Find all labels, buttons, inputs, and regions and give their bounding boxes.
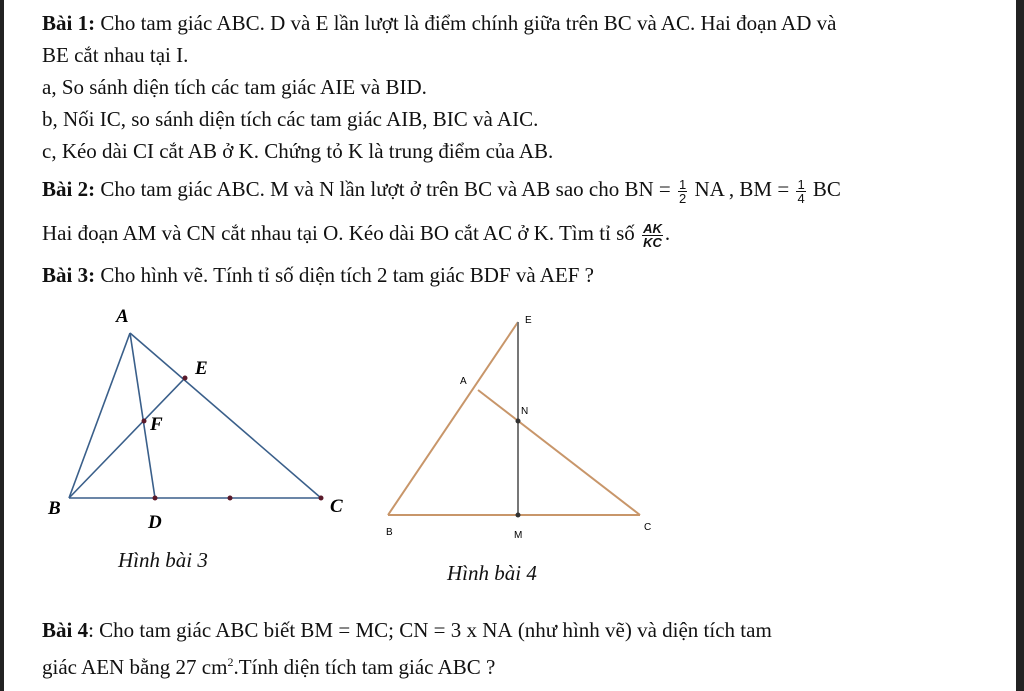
- point-c: [319, 496, 324, 501]
- p4-line1: [42, 617, 772, 643]
- fraction-ak-kc: [642, 222, 663, 249]
- p4-heading: Bài 4: [42, 618, 89, 642]
- fraction-numerator: AK: [643, 220, 662, 236]
- p4-line2-a: giác AEN bằng: [42, 655, 176, 679]
- point-f: [142, 419, 147, 424]
- point-mid-dc: [228, 496, 233, 501]
- p2-line2-end: .: [664, 221, 671, 245]
- fraction-one-quarter: [796, 178, 805, 205]
- fraction-denominator: 2: [679, 190, 687, 206]
- p2-line2: [42, 220, 670, 249]
- p2-mid-text: NA , BM =: [689, 177, 795, 201]
- label-e: E: [525, 315, 532, 326]
- label-e: E: [195, 358, 208, 379]
- point-m: [516, 513, 521, 518]
- figure-4-caption: Hình bài 4: [447, 561, 537, 585]
- figure-3-caption: Hình bài 3: [118, 548, 208, 572]
- p3-heading: Bài 3:: [42, 263, 96, 287]
- p1-c: c, Kéo dài CI cắt AB ở K. Chứng tỏ K là trung điểm của AB.: [42, 139, 554, 163]
- p2-line1-text: Cho tam giác ABC. M và N lần lượt ở trên BC và AB sao cho BN =: [95, 177, 676, 201]
- label-c: C: [644, 522, 652, 533]
- p4-line2-b: .Tính diện tích tam giác ABC ?: [233, 655, 496, 679]
- p3-line: [42, 262, 594, 288]
- fraction-denominator: 4: [797, 190, 805, 206]
- label-n: N: [521, 406, 529, 417]
- p4-line2: [42, 649, 495, 680]
- label-a: A: [116, 306, 129, 327]
- point-n: [516, 419, 521, 424]
- p1-line2: BE cắt nhau tại I.: [42, 43, 189, 67]
- p2-end-text: BC: [807, 177, 841, 201]
- p1-b: b, Nối IC, so sánh diện tích các tam giác AIB, BIC và AIC.: [42, 107, 539, 131]
- p4-line2-math: 27 cm: [175, 655, 228, 679]
- p4-line1-b: (như hình vẽ) và diện tích tam: [512, 618, 772, 642]
- fraction-numerator: 1: [797, 176, 805, 192]
- label-f: F: [150, 414, 163, 435]
- fraction-numerator: 1: [679, 176, 687, 192]
- point-d: [153, 496, 158, 501]
- segment-ac: [478, 390, 640, 515]
- fraction-denominator: KC: [643, 234, 662, 250]
- figure-3: [40, 300, 360, 540]
- segment-be: [69, 378, 185, 498]
- fraction-one-half: [678, 178, 687, 205]
- label-c: C: [330, 496, 343, 517]
- p4-line1-math: BM = MC; CN = 3 x NA: [300, 618, 513, 642]
- p1-a: a, So sánh diện tích các tam giác AIE và BID.: [42, 75, 427, 99]
- segment-ab: [69, 333, 130, 498]
- p2-heading: Bài 2:: [42, 177, 96, 201]
- label-m: M: [514, 530, 523, 541]
- p2-line1: [42, 176, 841, 205]
- p4-line1-a: : Cho tam giác ABC biết: [88, 618, 301, 642]
- p4-line2-sup: 2: [227, 655, 234, 669]
- point-e: [183, 376, 188, 381]
- label-b: B: [48, 498, 61, 519]
- p2-line2-text: Hai đoạn AM và CN cắt nhau tại O. Kéo dài BO cắt AC ở K. Tìm tỉ số: [42, 221, 641, 245]
- label-b: B: [386, 527, 393, 538]
- figure-4: [370, 300, 670, 540]
- label-a: A: [460, 376, 467, 387]
- p1-line1-text: Cho tam giác ABC. D và E lần lượt là điểm chính giữa trên BC và AC. Hai đoạn AD và: [95, 11, 837, 35]
- p1-heading: Bài 1:: [42, 11, 96, 35]
- p1-line1: [42, 10, 836, 36]
- label-d: D: [148, 512, 162, 533]
- segment-eb: [388, 322, 518, 515]
- p3-text: Cho hình vẽ. Tính tỉ số diện tích 2 tam giác BDF và AEF ?: [95, 263, 594, 287]
